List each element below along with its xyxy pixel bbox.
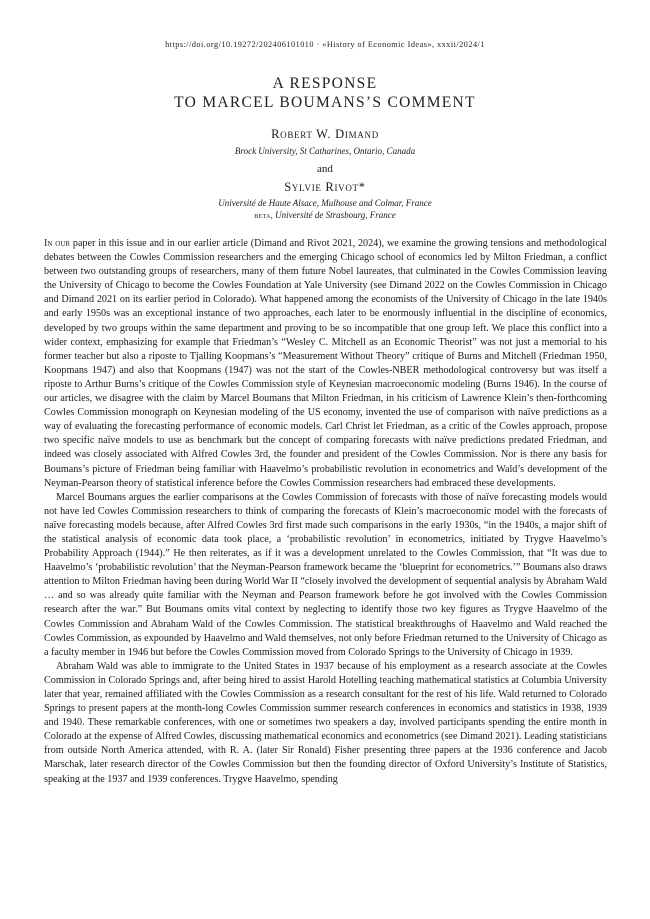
article-body [44,237,607,787]
paragraph-3: Abraham Wald was able to immigrate to the United States in 1937 because of his employment as a research associate at the Cowles Commission in Colorado Springs and, after being hired to assist Harold Hotelling teaching mathematical statistics at Columbia University later that year, remained affiliated with the Cowles Commission as a research consultant for the rest of his life. Wald returned to Colorado Springs to present papers at the month-long Cowles Commission summer research conferences in economics and statistics in 1938, 1939 and 1940. These remarkable conferences, with one or sometimes two speakers a day, involved participants spending the entire month in Colorado at the expense of Alfred Cowles, discussing mathematical economics and econometrics (see Dimand 2021). Leading statisticians from outside North America attended, with R. A. (later Sir Ronald) Fisher presenting three papers at the 1936 conference and Jacob Marschak, later research director of the Cowles Commission but then the founding director of Oxford University’s Institute of Statistics, speaking at the 1937 and 1939 conferences. Trygve Haavelmo, spending [44,660,607,785]
running-head: https://doi.org/10.19272/202406101010 · «History of Economic Ideas», xxxii/2024/1 [165,40,485,49]
author-affiliation-2b [0,210,650,220]
title-line-1: A RESPONSE [272,75,378,92]
title-line-2: TO MARCEL BOUMANS’S COMMENT [174,94,476,111]
author-name-1: Robert W. Dimand [271,127,379,141]
paragraph-1-text: paper in this issue and in our earlier article (Dimand and Rivot 2021, 2024), we examine the growing tensions and methodological debates between the Cowles Commission researchers and the emerging Chicago school of economics led by Milton Friedman, a conflict between two outstanding groups of researchers, many of them future Nobel laureates, that culminated in the Cowles Commission leaving the University of Chicago to become the Cowles Foundation at Yale University (see Dimand 2022 on the Cowles Commission in Chicago and Dimand 2021 on its earlier period in Colorado). What happened among the economists of the University of Chicago in the late 1940s and early 1950s was an exceptional instance of two approaches, each later to be enormously influential in the discipline of economics, developed by two groups within the same department and proving to be so incompatible that one group left. We place this conflict into a wider context, emphasizing for example that Friedman’s “Wesley C. Mitchell as an Economic Theorist” was not just a memorial to his former teacher but also a riposte to Tjalling Koopmans’s “Measurement Without Theory” critique of Burns and Mitchell (Friedman 1950, Koopmans 1947) and also that Koopmans (1947) was not the start of the Cowles-NBER methodological controversy but was itself a riposte to Arthur Burns’s critique of the Cowles Commission style of Keynesian macroeconomic modeling (Burns 1946). In the course of our articles, we disagree with the claim by Marcel Boumans that Milton Friedman, in his criticism of Lawrence Klein’s then-forthcoming Cowles Commission monograph on Keynesian modeling of the US economy, invented the use of comparison with naïve predictions as a way of evaluating the forecasting performance of economic models. Carl Christ let Friedman, as a critic of the Cowles approach, propose two specific naïve models to use as benchmark but the concept of comparing forecasts with naïve predictions predated Friedman, and indeed was closely associated with Alfred Cowles 3rd, the founder and president of the Cowles Commission. Nor is there any basis for Boumans’s picture of Friedman being familiar with Haavelmo’s probabilistic revolution in econometrics and Wald’s development of the Neyman-Pearson theory of statistical inference before the Cowles Commission researchers had embraced these developments. [44,238,607,489]
author-separator: and [317,163,333,175]
paragraph-1-lead: In our [44,238,71,249]
author-affiliation-1: Brock University, St Catharines, Ontario, Canada [234,146,416,156]
paragraph-2: Marcel Boumans argues the earlier comparisons at the Cowles Commission of forecasts with those of naïve forecasting models would not have led Cowles Commission researchers to think of comparing the forecasts of Klein’s macroeconomic model with the forecasts of naïve forecasting models because, after Alfred Cowles 3rd first made such comparisons in the early 1930s, “in the 1940s, a major shift of the statistical analysis of economic data took place, a ‘probabilistic revolution’ in econometrics, initiated by Trygve Haavelmo’s Probability Approach (1944).” He then reiterates, as if it was a development unrelated to the Cowles Commission, that “It was due to Haavelmo’s ‘probabilistic revolution’ that the Neyman-Pearson framework became the ‘blueprint for econometrics.’” Boumans also draws attention to Milton Friedman having been during World War II “closely involved the development of sequential analysis by Abraham Wald … and so was already quite familiar with the Neyman and Pearson framework before he got involved with the Cowles Commission research after the war.” But Boumans omits vital context by neglecting to identify those two key figures as Trygve Haavelmo of the Cowles Commission and Abraham Wald of the Cowles Commission. The statistical breakthroughs of Haavelmo and Wald reached the Cowles Commission, as expounded by Haavelmo and Wald themselves, not only before Friedman returned to the University of Chicago as a faculty member in 1946 but before the Cowles Commission moved from Colorado Springs to the University of Chicago in 1939. [44,491,607,658]
affiliation-rest: , Université de Strasbourg, France [270,210,396,220]
affiliation-acronym: beta [254,210,271,220]
author-affiliation-2: Université de Haute Alsace, Mulhouse and Colmar, France [218,198,432,208]
author-name-2: Sylvie Rivot* [284,180,366,194]
paragraph-1 [44,237,607,491]
